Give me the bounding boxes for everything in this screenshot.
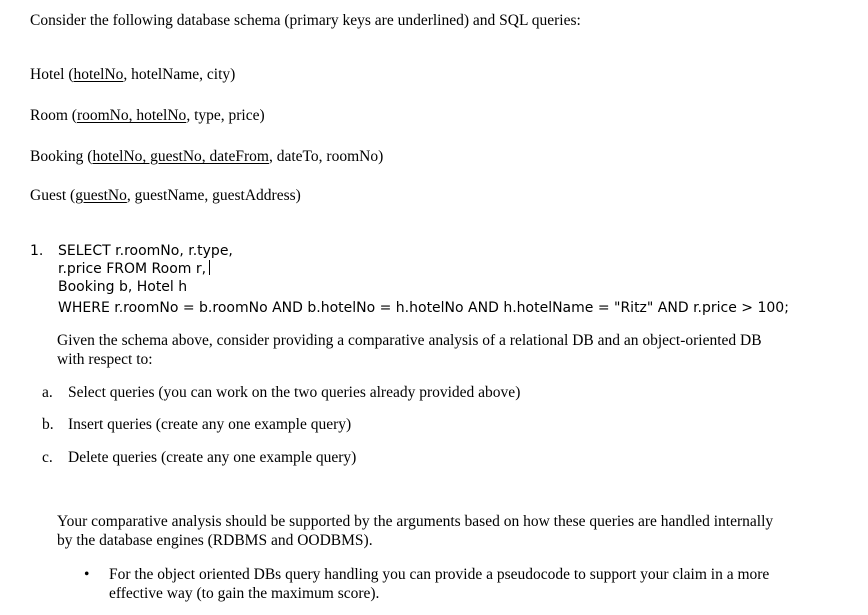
analysis-line-1: Your comparative analysis should be supported by the arguments based on how these queries are handled internally	[57, 513, 774, 530]
list-item-a	[42, 383, 521, 402]
query-line-2: r.price FROM Room r,	[58, 260, 210, 278]
list-item-c	[42, 448, 357, 467]
primary-key: hotelNo	[73, 66, 124, 83]
list-marker: b.	[42, 416, 54, 433]
text-cursor	[209, 260, 210, 275]
primary-key: roomNo, hotelNo	[76, 107, 187, 124]
table-name: Room	[30, 107, 68, 124]
query-line-1: SELECT r.roomNo, r.type,	[58, 243, 233, 259]
schema-room: Room (roomNo, hotelNo, type, price)	[30, 107, 265, 124]
intro-text: Consider the following database schema (primary keys are underlined) and SQL queries:	[30, 12, 581, 29]
list-item-b	[42, 415, 352, 434]
list-marker: c.	[42, 449, 53, 466]
analysis-line-2: by the database engines (RDBMS and OODBMS).	[57, 532, 373, 549]
query-number: 1.	[30, 243, 44, 259]
list-item-text: Insert queries (create any one example query)	[68, 416, 352, 433]
list-item-text: Select queries (you can work on the two queries already provided above)	[68, 384, 521, 401]
bullet-marker: •	[84, 566, 90, 583]
bullet-line-1: For the object oriented DBs query handling you can provide a pseudocode to support your claim in a more	[109, 566, 770, 583]
given-line-1: Given the schema above, consider providing a comparative analysis of a relational DB and an object-oriented DB	[57, 332, 762, 349]
query-line-3: Booking b, Hotel h	[58, 279, 188, 295]
table-name: Guest	[30, 187, 67, 204]
schema-hotel: Hotel (hotelNo, hotelName, city)	[30, 66, 236, 83]
primary-key: guestNo	[75, 187, 127, 204]
schema-booking: Booking (hotelNo, guestNo, dateFrom, dateTo, roomNo)	[30, 148, 384, 165]
query-line-4: WHERE r.roomNo = b.roomNo AND b.hotelNo = h.hotelNo AND h.hotelName = "Ritz" AND r.price > 100;	[58, 300, 789, 316]
table-name: Booking	[30, 148, 84, 165]
bullet-line-2: effective way (to gain the maximum score).	[109, 585, 380, 602]
list-item-text: Delete queries (create any one example query)	[68, 449, 357, 466]
table-name: Hotel	[30, 66, 65, 83]
schema-guest: Guest (guestNo, guestName, guestAddress)	[30, 187, 301, 204]
given-line-2: with respect to:	[57, 351, 153, 368]
list-marker: a.	[42, 384, 53, 401]
primary-key: hotelNo, guestNo, dateFrom	[92, 148, 269, 165]
